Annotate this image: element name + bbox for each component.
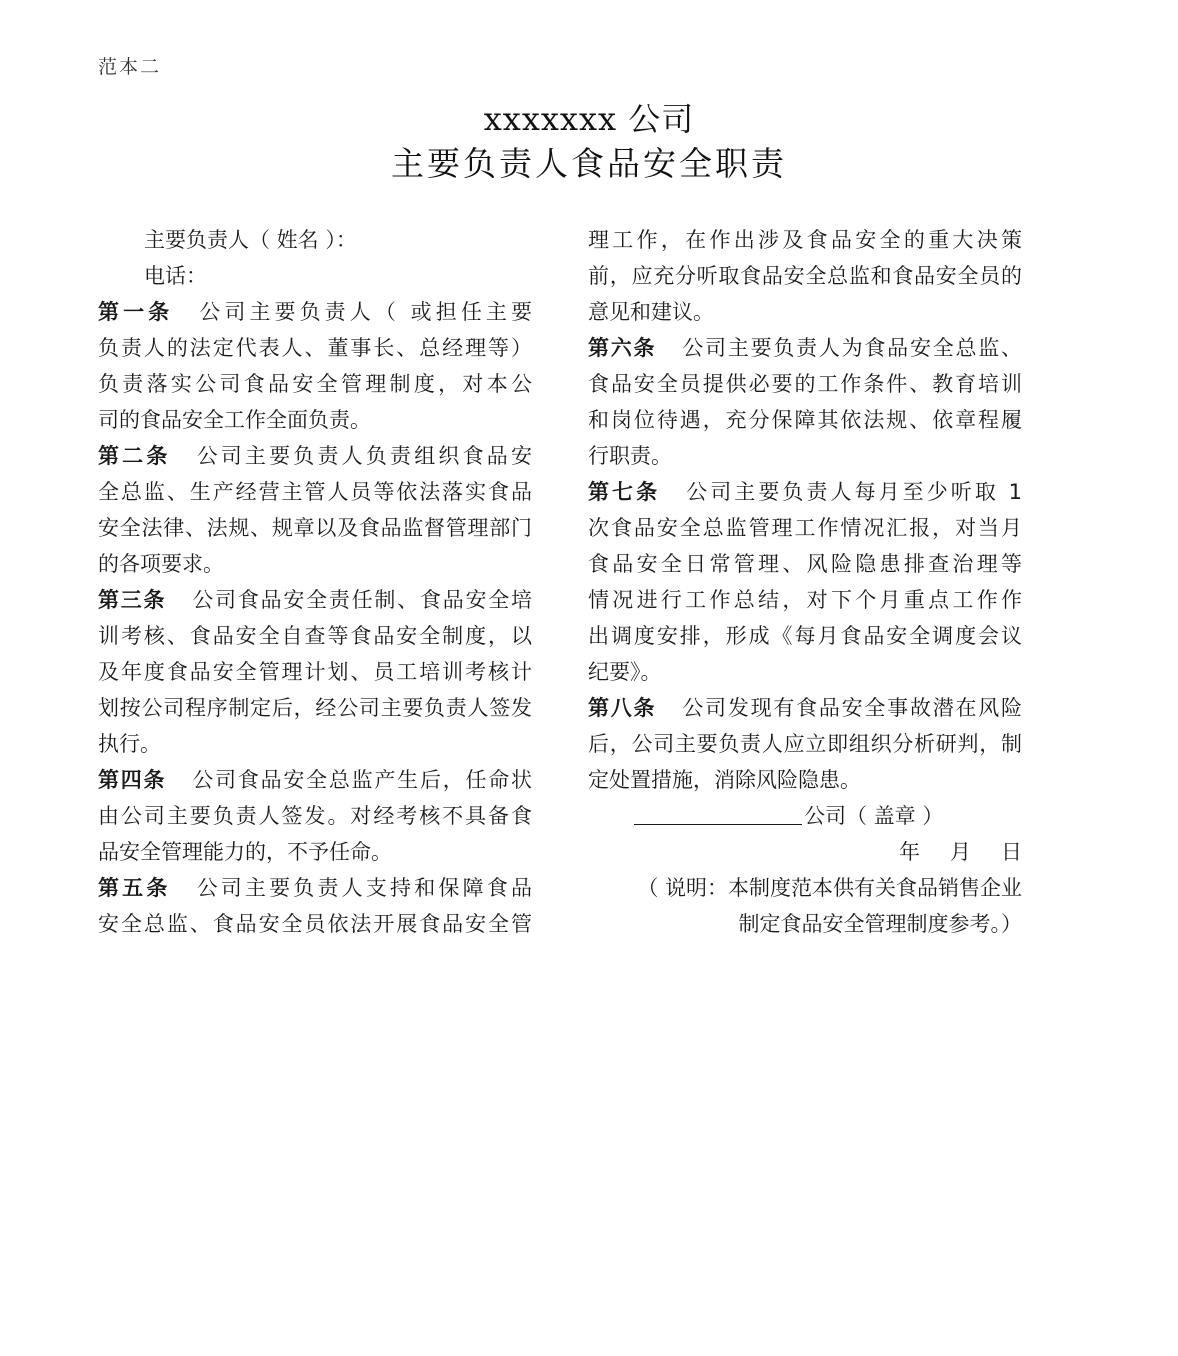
article-4-head: 第四条 (98, 768, 167, 792)
article-5-head: 第五条 (98, 876, 171, 900)
article-4-line-3: 品安全管理能力的，不予任命。 (98, 840, 392, 864)
article-3-line-4: 划按公司程序制定后，经公司主要负责人签发 (98, 696, 532, 720)
title-main: 主要负责人食品安全职责 (391, 144, 787, 183)
article-5-line-2: 安全总监、食品安全员依法开展食品安全管 (98, 912, 532, 936)
article-5-line-4: 前，应充分听取食品安全总监和食品安全员的 (588, 264, 1022, 288)
date-day: 日 (1001, 840, 1022, 864)
article-7-line-4: 情况进行工作总结，对下个月重点工作作 (588, 588, 1022, 612)
article-7-head: 第七条 (588, 480, 661, 504)
note-line-2: 制定食品安全管理制度参考。） (738, 912, 1022, 936)
article-2-line-1: 第二条 公司主要负责人负责组织食品安 (98, 444, 532, 468)
phone-label: 电话： (144, 264, 207, 288)
article-7-line-3: 食品安全日常管理、风险隐患排查治理等 (588, 552, 1022, 576)
article-6-line-3: 和岗位待遇，充分保障其依法规、依章程履 (588, 408, 1022, 432)
left-column (98, 222, 532, 942)
article-1-head: 第一条 (98, 300, 174, 324)
article-5-line-3: 理工作，在作出涉及食品安全的重大决策 (588, 228, 1022, 252)
date-line (588, 834, 1022, 870)
article-3-line-3: 及年度食品安全管理计划、员工培训考核计 (98, 660, 532, 684)
right-column (588, 222, 1022, 942)
article-5-line-1: 第五条 公司主要负责人支持和保障食品 (98, 876, 532, 900)
stamp-text: 公司（ 盖章 ） (804, 804, 944, 828)
company-name-blank (634, 798, 802, 825)
title-company: xxxxxxx 公司 (483, 100, 695, 138)
article-2-head: 第二条 (98, 444, 171, 468)
article-2-line-2: 全总监、生产经营主管人员等依法落实食品 (98, 480, 532, 504)
article-6-line-2: 食品安全员提供必要的工作条件、教育培训 (588, 372, 1022, 396)
article-8-line-1: 第八条 公司发现有食品安全事故潜在风险 (588, 696, 1022, 720)
article-2-line-3: 安全法律、法规、规章以及食品监督管理部门 (98, 516, 532, 540)
article-7-line-5: 出调度安排，形成《每月食品安全调度会议 (588, 624, 1022, 648)
article-3-line-2: 训考核、食品安全自查等食品安全制度，以 (98, 624, 532, 648)
company-stamp-line (588, 798, 1022, 834)
person-name-label: 主要负责人（ 姓名 ）： (144, 228, 357, 252)
sample-label: 范本二 (98, 56, 162, 78)
note-line-1: （ 说明：本制度范本供有关食品销售企业 (637, 876, 1022, 900)
article-1-line-1: 第一条 公司主要负责人（ 或担任主要 (98, 300, 532, 324)
article-6-line-1: 第六条 公司主要负责人为食品安全总监、 (588, 336, 1022, 360)
date-year: 年 (899, 840, 920, 864)
article-7-line-6: 纪要》。 (588, 660, 662, 684)
article-8-head: 第八条 (588, 696, 657, 720)
article-4-line-2: 由公司主要负责人签发。对经考核不具备食 (98, 804, 532, 828)
article-1-line-3: 负责落实公司食品安全管理制度，对本公 (98, 372, 532, 396)
article-3-line-5: 执行。 (98, 732, 161, 756)
article-4-line-1: 第四条 公司食品安全总监产生后，任命状 (98, 768, 532, 792)
article-3-line-1: 第三条 公司食品安全责任制、食品安全培 (98, 588, 532, 612)
article-7-line-1: 第七条 公司主要负责人每月至少听取 1 (588, 480, 1022, 504)
article-1-line-4: 司的食品安全工作全面负责。 (98, 408, 371, 432)
article-1-line-2: 负责人的法定代表人、董事长、总经理等） (98, 336, 532, 360)
article-6-line-4: 行职责。 (588, 444, 672, 468)
article-6-head: 第六条 (588, 336, 657, 360)
article-3-head: 第三条 (98, 588, 167, 612)
date-month: 月 (950, 840, 971, 864)
article-8-line-3: 定处置措施，消除风险隐患。 (588, 768, 861, 792)
article-2-line-4: 的各项要求。 (98, 552, 224, 576)
article-5-line-5: 意见和建议。 (588, 300, 714, 324)
article-8-line-2: 后，公司主要负责人应立即组织分析研判，制 (588, 732, 1022, 756)
article-7-line-2: 次食品安全总监管理工作情况汇报，对当月 (588, 516, 1022, 540)
